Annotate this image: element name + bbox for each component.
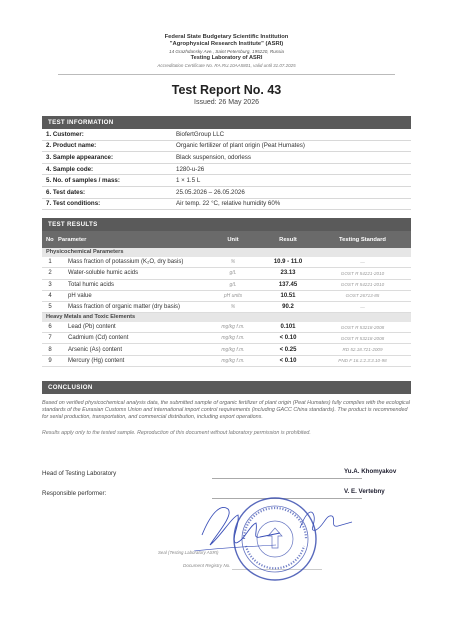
table-row xyxy=(42,280,411,291)
org-address: 14 Grazhdansky Ave., Saint Petersburg, 195220, Russia xyxy=(169,49,284,54)
cell-result: 23.13 xyxy=(280,270,296,277)
col-no: No xyxy=(46,236,54,243)
issued-date: Issued: 26 May 2026 xyxy=(194,99,259,106)
report-title: Test Report No. 43 xyxy=(171,83,282,97)
table-row xyxy=(42,356,411,367)
info-table xyxy=(42,129,411,210)
info-row xyxy=(42,164,411,176)
cell-unit: mg/kg f.m. xyxy=(221,335,245,342)
results-table-header xyxy=(42,231,411,248)
table-row xyxy=(42,322,411,333)
table-row xyxy=(42,268,411,279)
head-label: Head of Testing Laboratory xyxy=(42,470,117,478)
cell-result: < 0.25 xyxy=(279,346,297,353)
cell-result: 137.45 xyxy=(278,281,298,288)
accreditation: Accreditation Certificate No. RA.RU.10AA5801, valid until 31.07.2025 xyxy=(157,63,296,68)
cell-result: < 0.10 xyxy=(279,335,297,342)
cell-result: 0.101 xyxy=(280,324,296,331)
cell-result: 10.9 - 11.0 xyxy=(273,259,303,266)
cell-standard: PND F 16.1:2.3:3.10-98 xyxy=(338,358,387,364)
info-value: Air temp. 22 °C, relative humidity 60% xyxy=(176,200,281,208)
cell-unit: % xyxy=(230,259,236,266)
info-label: 2. Product name: xyxy=(46,142,97,150)
info-row xyxy=(42,199,411,211)
cell-parameter: Mass fraction of potassium (K₂O, dry basis) xyxy=(68,259,184,266)
cell-standard: RD 52.18.721-2009 xyxy=(342,347,383,353)
cell-parameter: Water-soluble humic acids xyxy=(68,270,139,277)
group-heavy-metals: Heavy Metals and Toxic Elements xyxy=(42,313,411,322)
info-value: Black suspension, odorless xyxy=(176,153,251,161)
signature-line xyxy=(212,478,362,479)
responsible-name: V. E. Vertebny xyxy=(344,488,385,496)
cell-result: 90.2 xyxy=(282,304,294,310)
cell-unit: g/L xyxy=(229,270,237,277)
info-value: 1 × 1.5 L xyxy=(176,177,201,185)
conclusion-text: Based on verified physicochemical analysis data, the submitted sample of organic fertilizer of plant origin (Peat Humates) fully complies with the ecological standards of the Eurasian Customs Union and international import control requirements (including GACC China standards). The product is recommended for serial production, transportation, and commercial distribution, including export operations. xyxy=(42,399,410,421)
cell-standard: GOST 26713-85 xyxy=(345,293,380,299)
org-name: Federal State Budgetary Scientific Institution xyxy=(164,34,289,40)
section-test-information: TEST INFORMATION xyxy=(42,116,411,129)
col-standard: Testing Standard xyxy=(339,236,386,243)
cell-result: 10.51 xyxy=(280,292,296,299)
info-row xyxy=(42,141,411,153)
cell-unit: % xyxy=(230,304,236,310)
org-name-2: "Agrophysical Research Institute" (ASRI) xyxy=(169,41,284,47)
table-row xyxy=(42,291,411,302)
info-value: BiofertGroup LLC xyxy=(176,130,225,138)
info-row xyxy=(42,187,411,199)
cell-parameter: Cadmium (Cd) content xyxy=(68,335,129,342)
col-parameter: Parameter xyxy=(58,236,87,243)
cell-no: 8 xyxy=(48,346,52,353)
table-row xyxy=(42,333,411,344)
col-unit: Unit xyxy=(227,236,239,243)
table-row xyxy=(42,302,411,313)
reproduction-note: Results apply only to the tested sample. Reproduction of this document without laboratory permission is prohibited. xyxy=(42,430,311,437)
cell-no: 3 xyxy=(48,281,52,288)
cell-standard: GOST R 54221-2010 xyxy=(340,270,385,276)
cell-no: 5 xyxy=(48,304,52,310)
cell-unit: mg/kg f.m. xyxy=(221,346,245,353)
cell-no: 9 xyxy=(48,357,52,364)
info-label: 6. Test dates: xyxy=(46,188,86,196)
responsible-signature xyxy=(296,502,356,542)
info-label: 4. Sample code: xyxy=(46,165,94,173)
signature-row-head xyxy=(42,466,411,486)
info-row xyxy=(42,152,411,164)
cell-result: < 0.10 xyxy=(279,357,297,364)
cell-no: 4 xyxy=(48,292,52,299)
info-label: 7. Test conditions: xyxy=(46,200,101,208)
cell-parameter: Arsenic (As) content xyxy=(68,346,123,353)
cell-standard: GOST R 53218-2008 xyxy=(340,324,385,330)
col-result: Result xyxy=(279,236,297,243)
table-row xyxy=(42,257,411,268)
responsible-label: Responsible performer: xyxy=(42,490,107,498)
table-row xyxy=(42,344,411,355)
cell-parameter: Lead (Pb) content xyxy=(68,324,116,331)
cell-unit: mg/kg f.m. xyxy=(221,324,245,331)
section-conclusion: CONCLUSION xyxy=(42,381,411,394)
seal-caption: Seal (Testing Laboratory ASRI) xyxy=(158,550,219,555)
info-row xyxy=(42,175,411,187)
cell-no: 7 xyxy=(48,335,52,342)
info-label: 3. Sample appearance: xyxy=(46,153,114,161)
info-label: 5. No. of samples / mass: xyxy=(46,177,120,185)
info-label: 1. Customer: xyxy=(46,130,84,138)
cell-unit: mg/kg f.m. xyxy=(221,357,245,364)
cell-parameter: Mercury (Hg) content xyxy=(68,357,125,364)
lab-name: Testing Laboratory of ASRI xyxy=(190,55,263,61)
head-name: Yu.A. Khomyakov xyxy=(344,468,397,476)
cell-standard: — xyxy=(360,259,365,265)
header-divider xyxy=(58,74,395,75)
cell-unit: g/L xyxy=(229,281,237,288)
cell-standard: GOST R 54221-2010 xyxy=(340,282,385,288)
cell-unit: pH units xyxy=(223,292,243,299)
cell-no: 6 xyxy=(48,324,52,331)
cell-no: 1 xyxy=(48,259,52,266)
info-row xyxy=(42,129,411,141)
info-value: Organic fertilizer of plant origin (Peat Humates) xyxy=(176,142,305,150)
cell-parameter: pH value xyxy=(68,292,92,299)
info-value: 25.05.2026 – 26.05.2026 xyxy=(176,188,245,196)
cell-no: 2 xyxy=(48,270,52,277)
cell-parameter: Total humic acids xyxy=(68,281,115,288)
group-physicochemical: Physicochemical Parameters xyxy=(42,248,411,257)
info-value: 1280-u-26 xyxy=(176,165,205,173)
cell-standard: — xyxy=(360,304,365,310)
cell-parameter: Mass fraction of organic matter (dry basis) xyxy=(68,304,181,310)
institution-header xyxy=(18,0,435,75)
document-registry: Document Registry No. xyxy=(183,563,231,568)
section-test-results: TEST RESULTS xyxy=(42,218,411,231)
cell-standard: GOST R 53218-2008 xyxy=(340,335,385,341)
